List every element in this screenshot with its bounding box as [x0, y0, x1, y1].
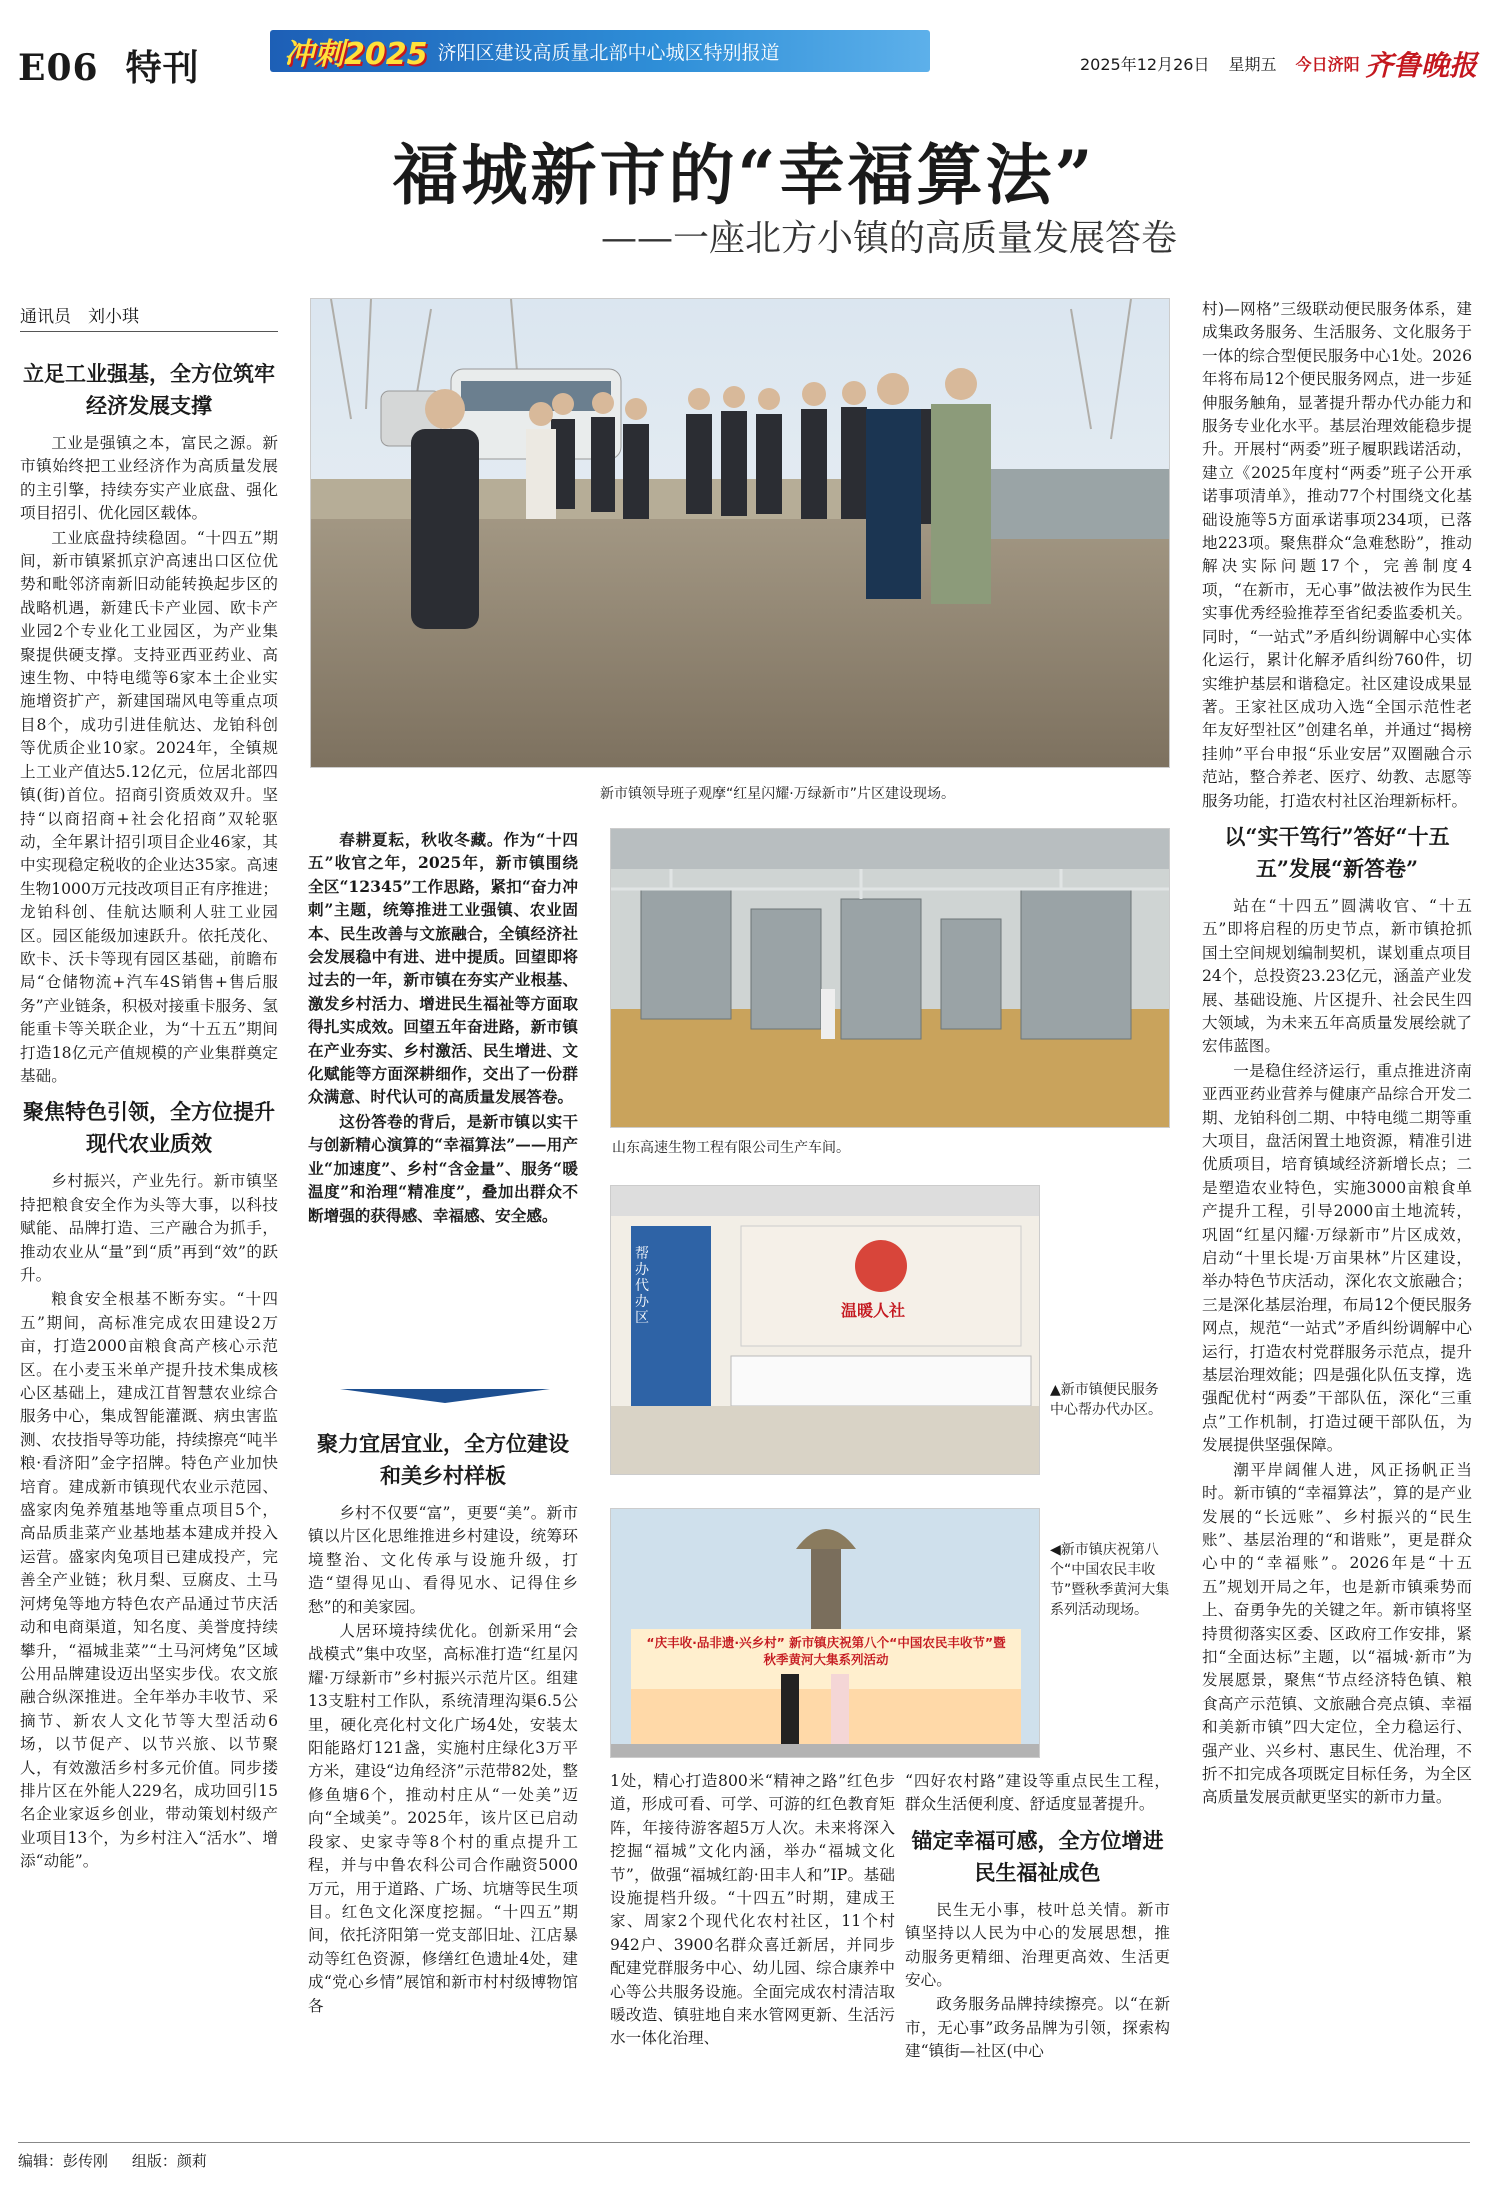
- sign-right-text: 温暖人社: [841, 1301, 906, 1320]
- page-code: E06 特刊: [18, 47, 200, 89]
- footer: [18, 2150, 207, 2171]
- byline: 通讯员 刘小琪: [20, 302, 278, 332]
- section-heading-village: 聚力宜居宜业，全方位建设和美乡村样板: [317, 1431, 569, 1488]
- service-hall-scene: [611, 1186, 1040, 1475]
- banner-title: 冲刺2025: [284, 37, 428, 72]
- paragraph: 工业是强镇之本，富民之源。新市镇始终把工业经济作为高质量发展的主引擎，持续夯实产业底盘、强化项目招引、优化园区载体。: [20, 434, 278, 523]
- paragraph: 村)—网格”三级联动便民服务体系，建成集政务服务、生活服务、文化服务于一体的综合型便民服务中心1处。2026年将布局12个便民服务网点，进一步延伸服务触角，显著提升帮办代办能力和服务专业化水平。基层治理效能稳步提升。开展村“两委”班子履职践诺活动，建立《2025年度村“两委”班子公开承诺事项清单》，推动77个村围绕文化基础设施等5方面承诺事项234项，已落地223项。聚焦群众“急难愁盼”，推动解决实际问题17个，完善制度4项，“在新市，无心事”做法被作为民生实事优秀经验推荐至省纪委监委机关。同时，“一站式”矛盾纠纷调解中心实体化运行，累计化解矛盾纠纷760件，切实维护基层和谐稳定。社区建设成果显著。王家社区成功入选“全国示范性老年友好型社区”创建名单，并通过“揭榜挂帅”平台申报“乐业安居”双圈融合示范站，整合养老、医疗、幼教、志愿等服务功能，打造农村社区治理新标杆。: [1202, 300, 1472, 810]
- paragraph: 1处，精心打造800米“精神之路”红色步道，形成可看、可学、可游的红色教育矩阵，年接待游客超5万人次。未来将深入挖掘“福城”文化内涵，举办“福城文化节”，做强“福城红韵·田丰人和”IP。基础设施提档升级。“十四五”时期，建成王家、周家2个现代化农村社区，11个村942户、3900名群众喜迁新居，并同步配建党群服务中心、幼儿园、综合康养中心等公共服务设施。全面完成农村清洁取暖改造、镇驻地自来水管网更新、生活污水一体化治理、: [610, 1772, 895, 2048]
- divider-arrow: [340, 1388, 550, 1402]
- layout-credit: 组版：颜莉: [131, 2152, 207, 2170]
- masthead: [0, 0, 1488, 95]
- festival-banner-text: “庆丰收·品非遗·兴乡村” 新市镇庆祝第八个“中国农民丰收节”暨秋季黄河大集系列活动: [646, 1635, 1006, 1667]
- paragraph: 一是稳住经济运行，重点推进济南亚西亚药业营养与健康产品综合开发二期、龙铂科创二期、中特电缆二期等重大项目，盘活闲置土地资源，精准引进优质项目，培育镇域经济新增长点；二是塑造农业特色，实施3000亩粮食单产提升工程，引导2000亩土地流转，巩固“红星闪耀·万绿新市”片区成效，启动“十里长堤·万亩果林”片区建设，举办特色节庆活动，深化农文旅融合；三是深化基层治理，布局12个便民服务网点，规范“一站式”矛盾纠纷调解中心运行，打造农村党群服务示范点，提升基层治理效能；四是强化队伍支撑，选强配优村“两委”干部队伍，深化“三重点”工作机制，打造过硬干部队伍，为发展提供坚强保障。: [1202, 1061, 1472, 1455]
- column-3: [610, 1770, 895, 2052]
- photo-caption-factory: 山东高速生物工程有限公司生产车间。: [612, 1140, 850, 1156]
- section-heading-livelihood: 锚定幸福可感，全方位增进民生福祉成色: [911, 1827, 1164, 1885]
- photo-caption-inspection: 新市镇领导班子观摩“红星闪耀·万绿新市”片区建设现场。: [600, 786, 955, 802]
- paragraph: 乡村振兴，产业先行。新市镇坚持把粮食安全作为头等大事，以科技赋能、品牌打造、三产融合为抓手，推动农业从“量”到“质”再到“效”的跃升。: [20, 1172, 278, 1284]
- paragraph: 人居环境持续优化。创新采用“会战模式”集中攻坚，高标准打造“红星闪耀·万绿新市”乡村振兴示范片区。组建13支駐村工作队，系统清理沟渠6.5公里，硬化亮化村文化广场4处，安装太阳能路灯121盏，实施村庄绿化3万平方米，建设“边角经济”示范带82处，整修鱼塘6个，推动村庄从“一处美”迈向“全域美”。2025年，该片区已启动段家、史家寺等8个村的重点提升工程，并与中鲁农科公司合作融资5000万元，用于道路、广场、坑塘等民生项目。红色文化深度挖掘。“十四五”期间，依托济阳第一党支部旧址、江店暴动等红色资源，修缮红色遗址4处，建成“党心乡情”展馆和新市村村级博物馆各: [308, 1622, 578, 2015]
- paragraph: 潮平岸阔催人进，风正扬帆正当时。新市镇的“幸福算法”，算的是产业发展的“长远账”、乡村振兴的“民生账”、基层治理的“和谐账”，更是群众心中的“幸福账”。2026年是“十五五”规划开局之年，也是新市镇乘势而上、奋勇争先的关键之年。新市镇将坚持贯彻落实区委、区政府工作安排，紧扣“全面达标”主题，以“福城·新市”为发展愿景，聚焦“节点经济特色镇、粮食高产示范镇、文旅融合亮点镇、幸福和美新市镇”四大定位，全力稳运行、强产业、兴乡村、惠民生、优治理，不折不扣完成各项既定目标任务，为全区高质量发展贡献更坚实的新市力量。: [1202, 1460, 1472, 1807]
- article-subtitle: ——一座北方小镇的高质量发展答卷: [600, 218, 1177, 259]
- factory-scene: [611, 829, 1170, 1128]
- issue-weekday: 星期五: [1228, 55, 1277, 74]
- sign-left-text: 帮办代办区: [635, 1246, 649, 1326]
- footer-rule: [18, 2142, 1470, 2143]
- paragraph: 政务服务品牌持续擦亮。以“在新市，无心事”政务品牌为引领，探索构建“镇街—社区(中心: [905, 1995, 1170, 2061]
- paragraph: 工业底盘持续稳固。“十四五”期间，新市镇紧抓京沪高速出口区位优势和毗邻济南新旧动能转换起步区的战略机遇，新建氏卡产业园、欧卡产业园2个专业化工业园区，为产业集聚提供硬支撑。支持亚西亚药业、高速生物、中特电缆等6家本土企业实施增资扩产，新建国瑞风电等重点项目8个，成功引进佳航达、龙铂科创等优质企业10家。2024年，全镇规上工业产值达5.12亿元，位居北部四镇(街)首位。招商引资质效双升。坚持“以商招商+社会化招商”双轮驱动，全年累计招引项目企业46家，其中实现稳定税收的企业达35家。高速生物1000万元技改项目正有序推进；龙铂科创、佳航达顺利人驻工业园区。园区能级加速跃升。依托茂化、欧卡、沃卡等现有园区基础，前瞻布局“仓储物流+汽车4S销售+售后服务”产业链条，积极对接重卡服务、氢能重卡等关联企业，为“十五五”期间打造18亿元产值规模的产业集群奠定基础。: [20, 528, 278, 1085]
- photo-service-hall: [610, 1185, 1040, 1475]
- photo-inspection: [310, 298, 1170, 768]
- paragraph: “四好农村路”建设等重点民生工程，群众生活便利度、舒适度显著提升。: [905, 1772, 1170, 1814]
- column-2b: [308, 1420, 578, 2019]
- photo-factory: [610, 828, 1170, 1128]
- photo-caption-service-hall: ▲新市镇便民服务中心帮办代办区。: [1050, 1382, 1162, 1418]
- issue-date: 2025年12月26日: [1080, 55, 1210, 74]
- section-heading-agriculture: 聚焦特色引领，全方位提升现代农业质效: [23, 1099, 275, 1157]
- section-banner: [270, 30, 930, 72]
- section-heading-future: 以“实干笃行”答好“十五五”发展“新答卷”: [1224, 823, 1450, 881]
- paragraph: 站在“十四五”圆满收官、“十五五”即将启程的历史节点，新市镇抢抓国土空间规划编制契机，谋划重点项目24个，总投资23.23亿元，涵盖产业发展、基础设施、片区提升、社会民生四大领域，为未来五年高质量发展绘就了宏伟蓝图。: [1202, 896, 1472, 1056]
- column-4: [905, 1770, 1170, 2065]
- editor-credit: 编辑：彭传刚: [18, 2152, 109, 2170]
- lead-paragraph: 春耕夏耘，秋收冬藏。作为“十四五”收官之年，2025年，新市镇围绕全区“12345”工作思路，紧扣“奋力冲刺”主题，统筹推进工业强镇、农业固本、民生改善与文旅融合，全镇经济社会发展稳中有进、进中提质。回望即将过去的一年，新市镇在夯实产业根基、激发乡村活力、增进民生福祉等方面取得扎实成效。回望五年奋进路，新市镇在产业夯实、乡村激活、民生增进、文化赋能等方面深耕细作，交出了一份群众满意、时代认可的高质量发展答卷。: [308, 830, 578, 1107]
- section-heading-industry: 立足工业强基，全方位筑牢经济发展支撑: [23, 361, 275, 418]
- paper-logo: 齐鲁晚报: [1365, 49, 1478, 82]
- article-title: 福城新市的“幸福算法”: [392, 136, 1096, 214]
- paragraph: 粮食安全根基不断夯实。“十四五”期间，高标准完成农田建设2万亩，打造2000亩粮食高产核心示范区。在小麦玉米单产提升技术集成核心区基础上，建成江苜智慧农业综合服务中心，集成智能灌溉、病虫害监测、农技指导等功能，持续擦亮“吨半粮·看济阳”金字招牌。特色产业加快培育。建成新市镇现代农业示范园、盛家肉兔养殖基地等重点项目5个，高品质韭菜产业基地基本建成并投入运营。盛家肉兔项目已建成投产，完善全产业链；秋月梨、豆腐皮、土马河烤兔等地方特色农产品通过节庆活动和电商渠道，知名度、美誉度持续攀升，“福城韭菜”“土马河烤兔”区域公用品牌建设迈出坚实步伐。农文旅融合纵深推进。全年举办丰收节、采摘节、新农人文化节等大型活动6场，以节促产、以节兴旅、以节聚人，有效激活乡村多元价值。同步搂排片区在外能人229名，成功回引15名企业家返乡创业，带动策划村级产业项目13个，为乡村注入“活水”、增添“动能”。: [20, 1290, 278, 1871]
- photo-harvest-festival: [610, 1508, 1040, 1758]
- paragraph: 民生无小事，枝叶总关情。新市镇坚持以人民为中心的发展思想，推动服务更精细、治理更高效、生活更安心。: [905, 1900, 1170, 1990]
- photo-caption-harvest: ◀新市镇庆祝第八个“中国农民丰收节”暨秋季黄河大集系列活动现场。: [1050, 1542, 1170, 1618]
- lead-paragraph: 这份答卷的背后，是新市镇以实干与创新精心演算的“幸福算法”——用产业“加速度”、乡村“含金量”、服务“暖温度”和治理“精准度”，叠加出群众不断增强的获得感、幸福感、安全感。: [308, 1111, 578, 1225]
- issue-meta: [1080, 52, 1374, 75]
- column-5: [1202, 298, 1472, 1811]
- column-2: [308, 828, 578, 1228]
- paragraph: 乡村不仅要“富”，更要“美”。新市镇以片区化思维推进乡村建设，统筹环境整治、文化传承与设施升级，打造“望得见山、看得见水、记得住乡愁”的和美家园。: [308, 1504, 578, 1616]
- column-1: [20, 350, 278, 1875]
- local-edition: 今日济阳: [1295, 55, 1360, 74]
- inspection-scene: [311, 299, 1170, 768]
- banner-subtitle: 济阳区建设高质量北部中心城区特别报道: [437, 41, 780, 64]
